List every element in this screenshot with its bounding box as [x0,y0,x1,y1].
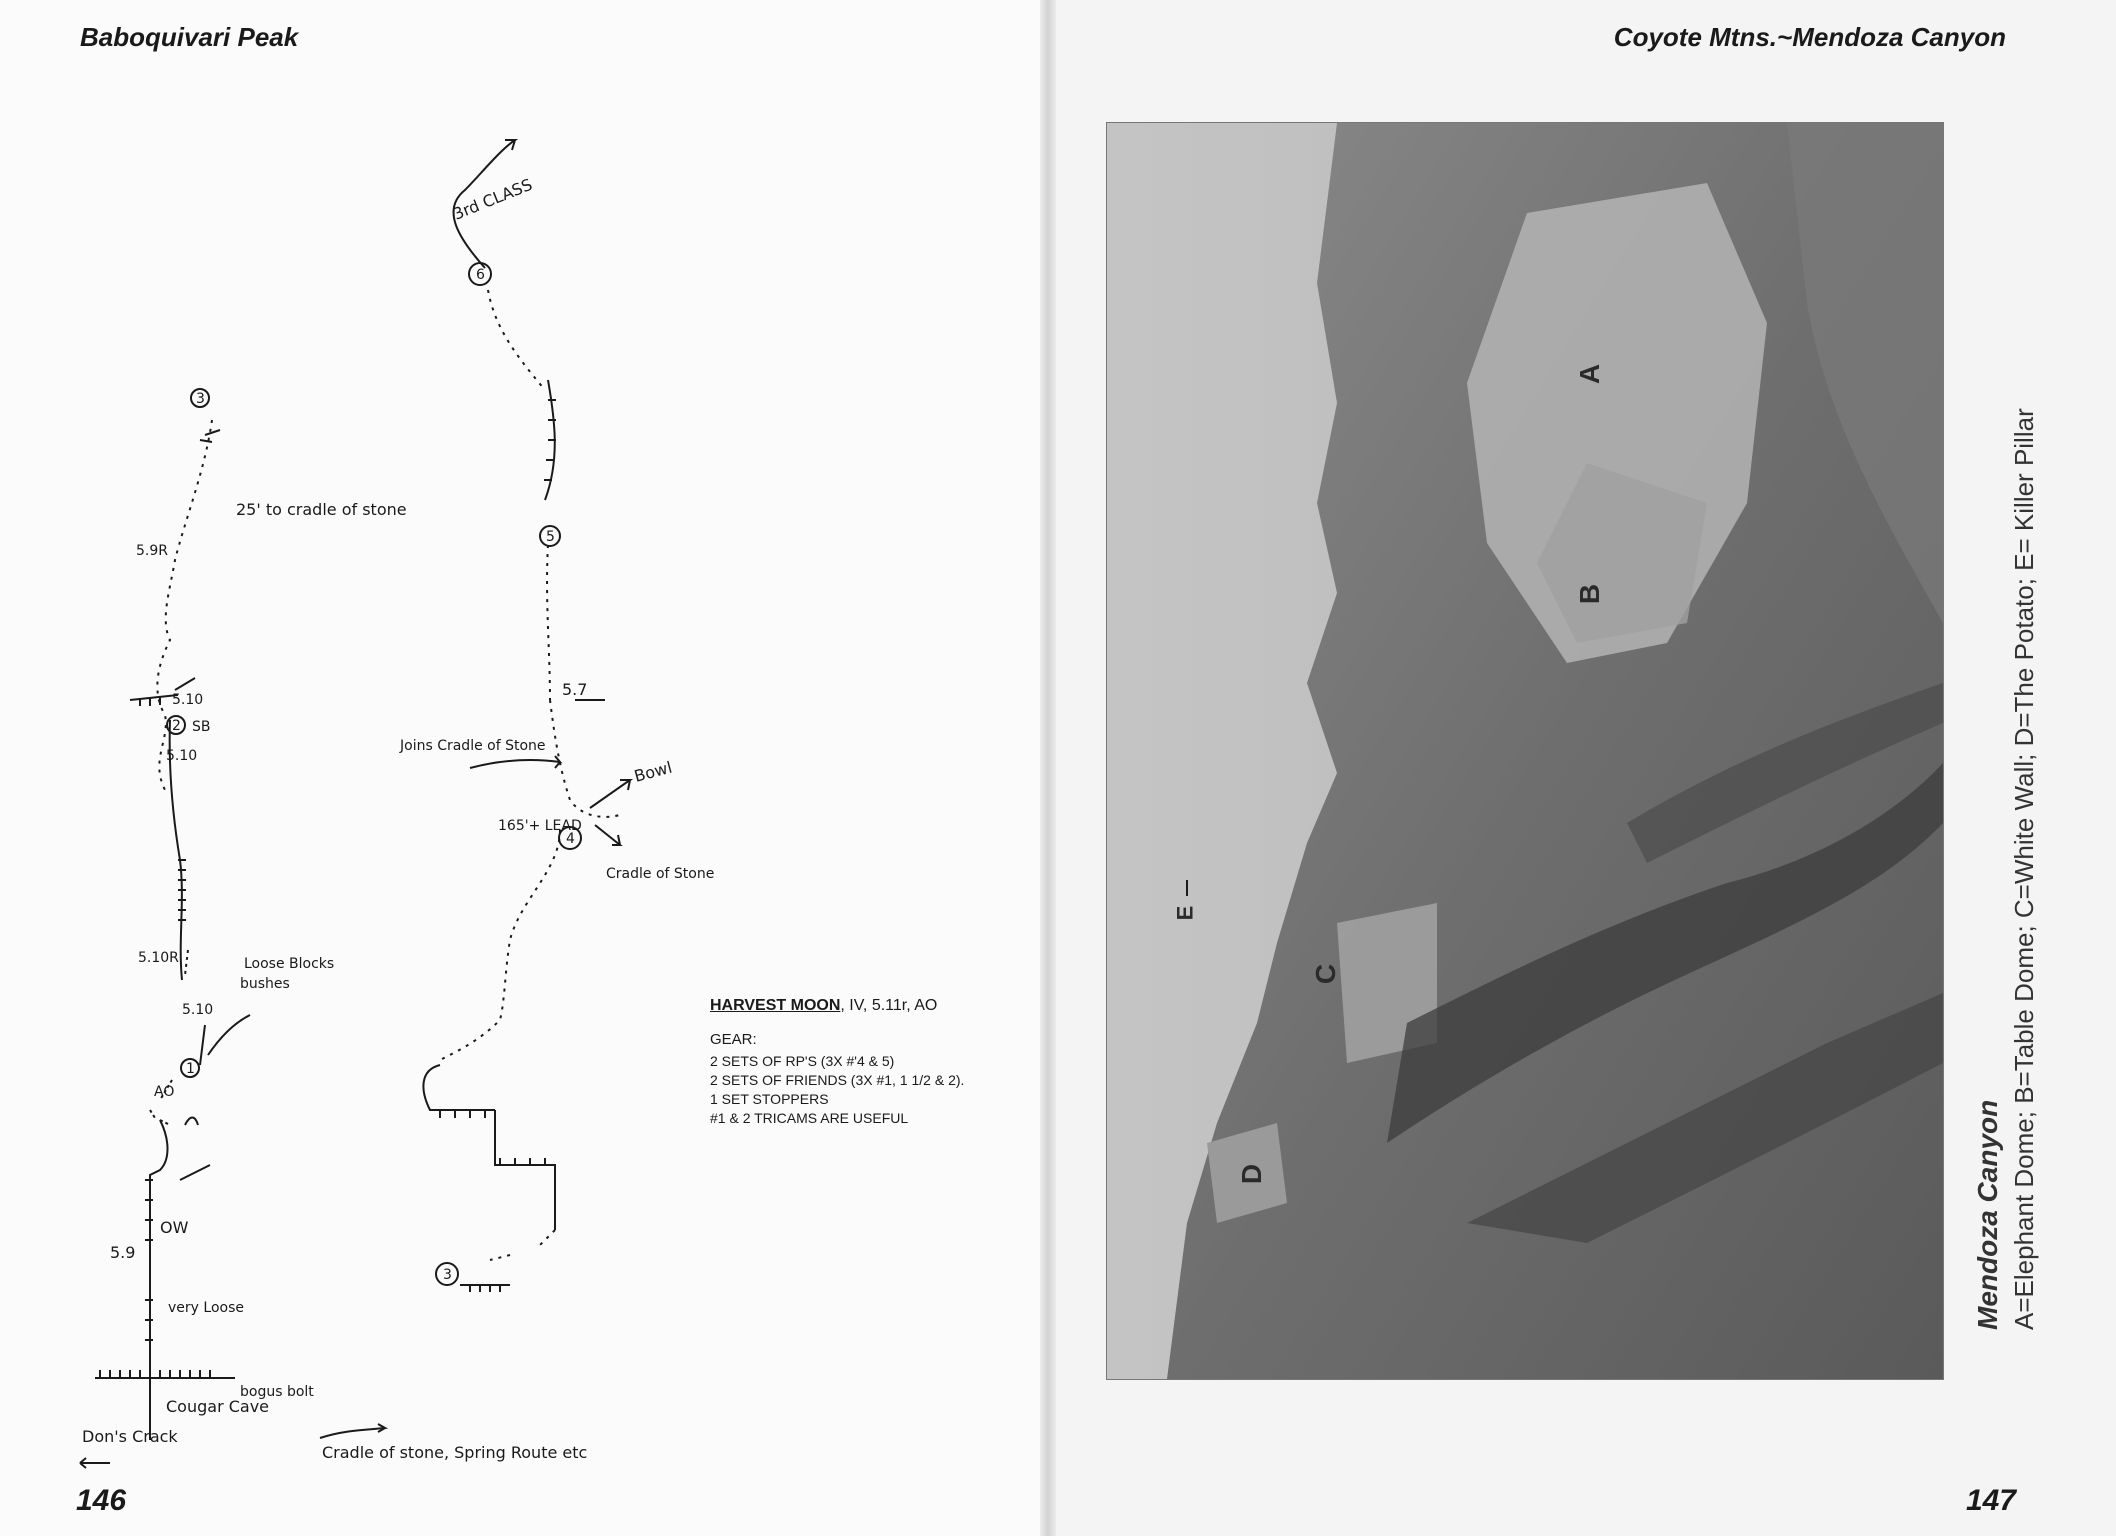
caption-legend: A=Elephant Dome; B=Table Dome; C=White Wall; D=The Potato; E= Killer Pillar [2009,408,2039,1330]
bowl-label: Bowl [632,757,675,786]
photo-label-b: B [1574,583,1606,605]
belay-3-bottom-label: 3 [443,1267,452,1283]
third-class-label: 3rd CLASS [450,174,535,224]
photo-label-a: A [1574,363,1606,385]
belay-1-label: 1 [186,1061,195,1077]
photo-caption [1970,408,2060,1330]
gear-item: 2 SETS OF FRIENDS (3X #1, 1 1/2 & 2). [710,1072,965,1088]
belay-6-label: 6 [476,267,485,283]
cougar-cave-label: Cougar Cave [166,1397,270,1416]
caption-title: Mendoza Canyon [1972,1099,2003,1330]
canyon-photo-image [1107,123,1943,1379]
loose-blocks-label: Loose Blocks [244,956,335,972]
photo-label-c: C [1310,963,1342,985]
bottom-note-label: Cradle of stone, Spring Route etc [322,1443,588,1462]
left-page-header: Baboquivari Peak [80,22,299,52]
route-title [710,996,1040,1016]
belay-3-top-label: 3 [196,391,205,407]
grade-510r-label: 5.10R [138,950,179,966]
gear-item: 1 SET STOPPERS [710,1091,829,1107]
belay-5-label: 5 [546,529,555,545]
bogus-bolt-label: bogus bolt [240,1384,314,1400]
canyon-photo [1106,122,1944,1380]
left-page-number: 146 [76,1484,127,1517]
ao-label: AO [154,1084,175,1100]
lead-165-label: 165'+ LEAD [498,818,582,834]
route-topo-drawing [0,0,1040,1536]
route-info [710,996,1040,1128]
grade-510c-label: 5.10 [182,1002,214,1018]
dons-crack-label: Don's Crack [82,1427,178,1446]
gear-item: #1 & 2 TRICAMS ARE USEFUL [710,1110,909,1126]
to-cradle-label: 25' to cradle of stone [236,500,407,519]
belay-4-label: 4 [566,831,575,847]
joins-cradle-label: Joins Cradle of Stone [400,738,546,754]
very-loose-label: very Loose [168,1300,244,1316]
photo-label-d: D [1236,1163,1268,1185]
left-page [0,0,1040,1536]
right-page-number: 147 [1965,1484,2016,1517]
grade-59-label: 5.9 [110,1243,136,1262]
gear-item: 2 SETS OF RP'S (3X #'4 & 5) [710,1053,895,1069]
grade-510a-label: 5.10 [172,692,204,708]
grade-59r-label: 5.9R [136,543,168,559]
cradle-of-stone-label: Cradle of Stone [606,866,715,882]
photo-label-e-arrow [1186,880,1188,896]
gear-label: GEAR: [710,1031,757,1048]
right-page-header: Coyote Mtns.~Mendoza Canyon [1613,22,2006,52]
bushes-label: bushes [240,976,290,992]
route-grade: , IV, 5.11r, AO [840,997,938,1014]
route-name: HARVEST MOON [710,997,841,1014]
grade-510b-label: 5.10 [166,748,198,764]
belay-2-label: 2 [172,718,181,734]
photo-label-e: E [1172,905,1198,921]
book-gutter [1040,0,1056,1536]
ow-label: OW [160,1218,189,1237]
sb-label: SB [192,719,211,735]
grade-57-label: 5.7 [562,680,588,699]
